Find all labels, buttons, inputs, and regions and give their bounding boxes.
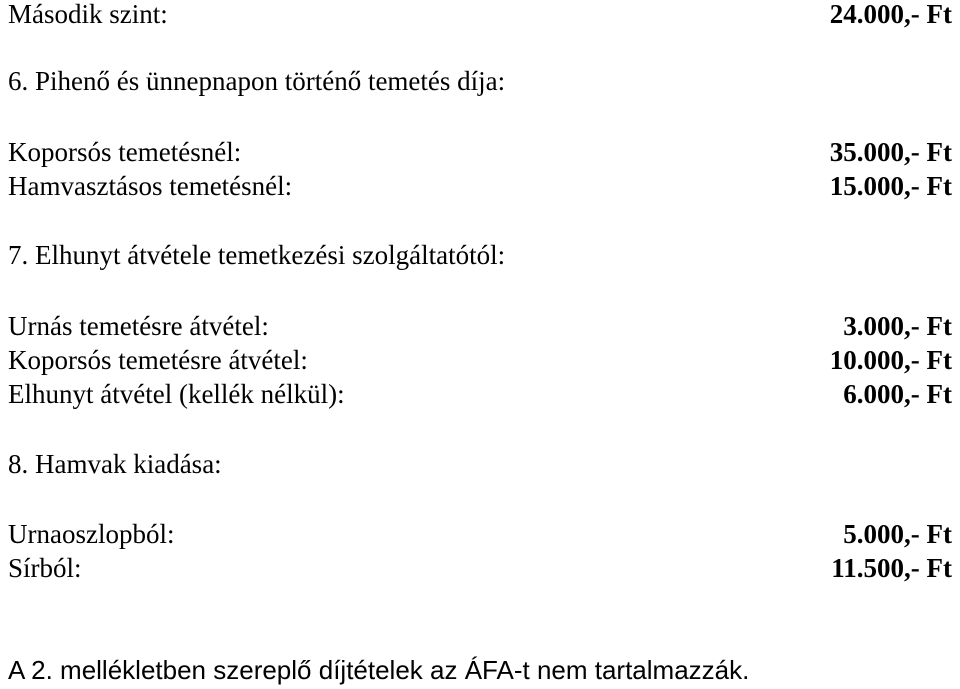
fee-row-sirbol [8, 551, 952, 585]
fee-price: 10.000,- Ft [829, 345, 952, 375]
fee-row-masodik-szint [8, 0, 952, 31]
fee-label: Koporsós temetésre átvétel: [8, 345, 308, 375]
section-6-heading: 6. Pihenő és ünnepnapon történő temetés díja: [8, 66, 506, 96]
fee-row-elhunyt-atvetel [8, 377, 952, 411]
fee-label: Második szint: [8, 0, 168, 29]
section-8-heading: 8. Hamvak kiadása: [8, 449, 222, 479]
fee-label: Hamvasztásos temetésnél: [8, 171, 293, 201]
fee-row-urnas-temetesre-atvetel [8, 309, 952, 343]
fee-price: 5.000,- Ft [843, 519, 952, 549]
fee-label: Urnaoszlopból: [8, 519, 175, 549]
fee-label: Urnás temetésre átvétel: [8, 311, 269, 341]
fee-row-hamvasztasos-temetesnel [8, 169, 952, 203]
fee-row-koporsos-temetesre-atvetel [8, 343, 952, 377]
fee-label: Elhunyt átvétel (kellék nélkül): [8, 379, 345, 409]
fee-price: 6.000,- Ft [843, 379, 952, 409]
vat-footnote: A 2. mellékletben szereplő díjtételek az ÁFA-t nem tartalmazzák. [8, 655, 750, 685]
fee-price: 11.500,- Ft [831, 553, 952, 583]
fee-price: 3.000,- Ft [843, 311, 952, 341]
fee-label: Koporsós temetésnél: [8, 137, 242, 167]
fee-row-urnaoszlopbol [8, 517, 952, 551]
fee-price: 15.000,- Ft [829, 171, 952, 201]
fee-price: 24.000,- Ft [829, 0, 952, 29]
fee-label: Sírból: [8, 553, 82, 583]
section-7-heading: 7. Elhunyt átvétele temetkezési szolgáltatótól: [8, 240, 506, 270]
fee-row-koporsos-temetesnel [8, 135, 952, 169]
fee-price: 35.000,- Ft [829, 137, 952, 167]
